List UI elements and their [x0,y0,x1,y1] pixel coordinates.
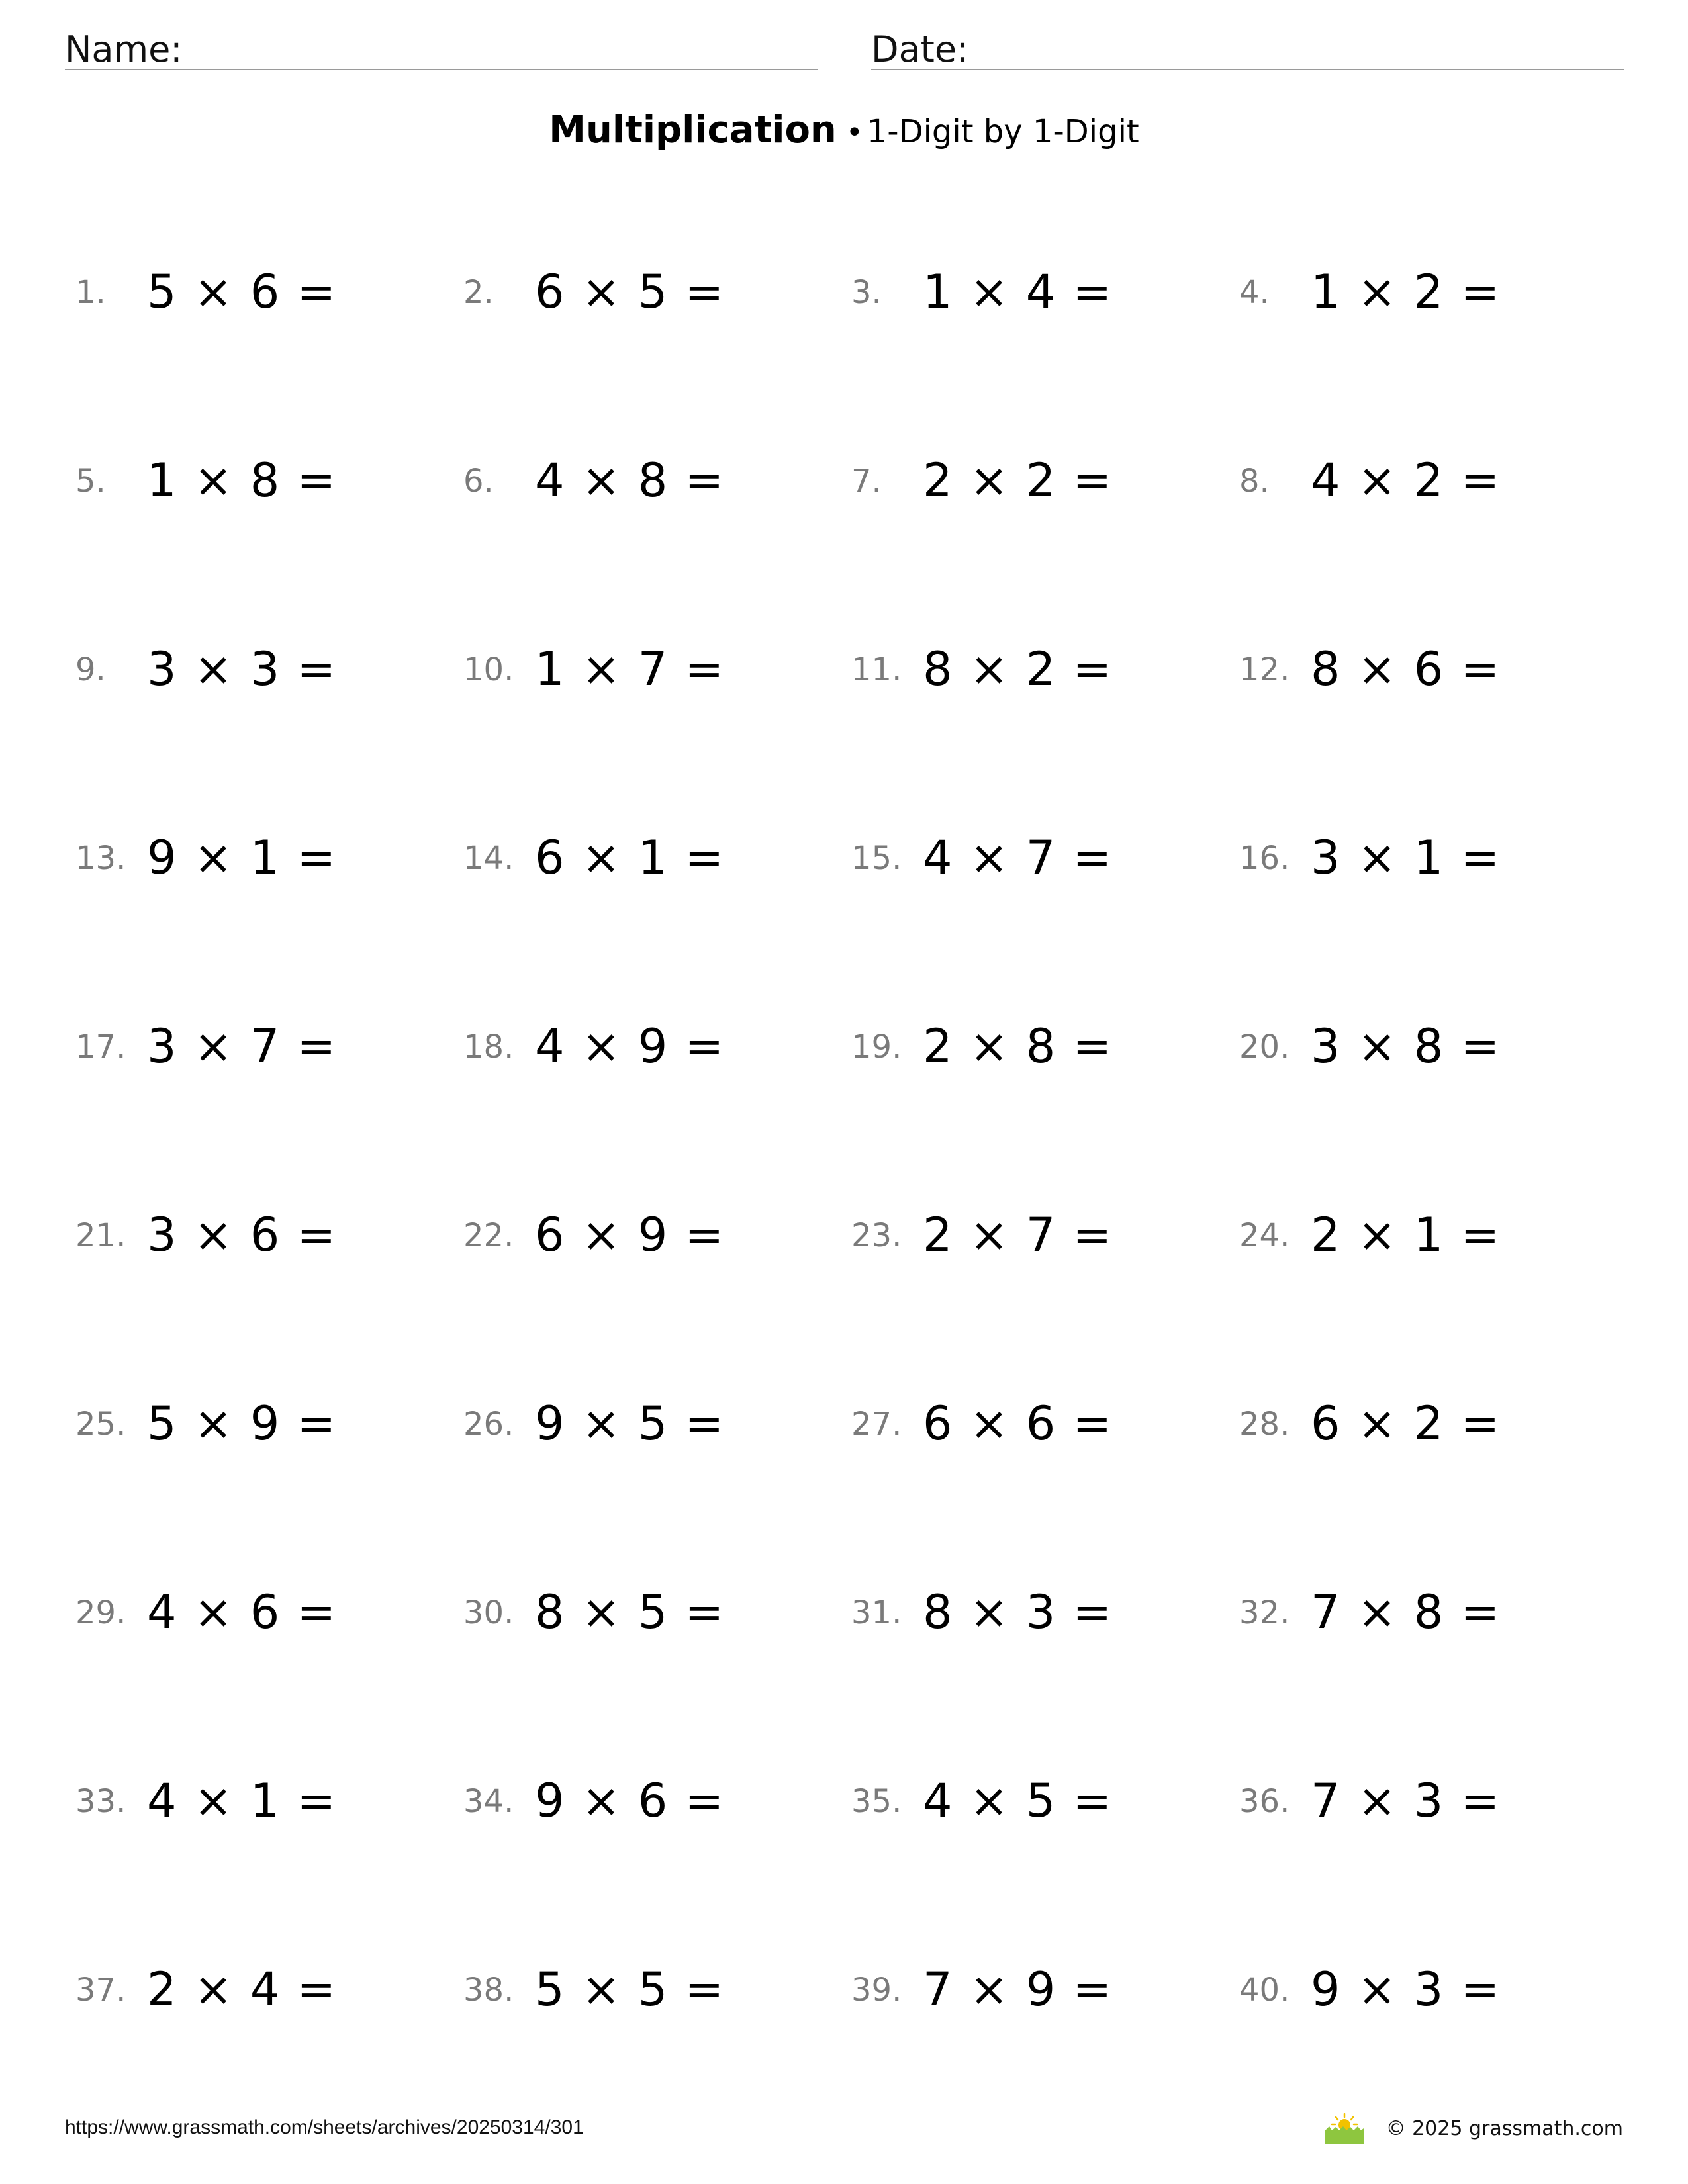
problem-number: 6. [463,463,494,500]
problem-expression: 3 × 7 = [147,1019,338,1073]
problem-number: 40. [1239,1972,1290,2009]
worksheet-title [0,107,1688,156]
footer-copyright: © 2025 grassmath.com [1385,2116,1623,2140]
problem-expression: 3 × 8 = [1311,1019,1501,1073]
problem-expression: 8 × 2 = [923,642,1113,696]
problem-number: 35. [851,1783,902,1820]
problem-expression: 2 × 1 = [1311,1208,1501,1262]
problem-number: 20. [1239,1028,1290,1066]
problem-expression: 4 × 6 = [147,1585,338,1639]
problem-number: 16. [1239,840,1290,877]
problem-expression: 4 × 2 = [1311,453,1501,508]
problem-number: 26. [463,1406,514,1443]
problem-number: 32. [1239,1594,1290,1631]
problem-number: 15. [851,840,902,877]
problem-expression: 6 × 2 = [1311,1396,1501,1451]
problem-expression: 6 × 6 = [923,1396,1113,1451]
problem-expression: 3 × 6 = [147,1208,338,1262]
problem-expression: 9 × 3 = [1311,1962,1501,2017]
footer-right [1323,2109,1623,2148]
problem-expression: 6 × 9 = [535,1208,726,1262]
problem-expression: 6 × 5 = [535,265,726,319]
problem-number: 12. [1239,651,1290,688]
problem-number: 18. [463,1028,514,1066]
problem-expression: 8 × 6 = [1311,642,1501,696]
problem-expression: 4 × 5 = [923,1774,1113,1828]
problem-number: 22. [463,1217,514,1254]
problem-expression: 4 × 1 = [147,1774,338,1828]
problem-expression: 9 × 1 = [147,831,338,885]
problem-number: 24. [1239,1217,1290,1254]
problem-number: 33. [75,1783,126,1820]
problem-number: 37. [75,1972,126,2009]
problem-expression: 2 × 4 = [147,1962,338,2017]
problem-expression: 5 × 9 = [147,1396,338,1451]
problem-expression: 9 × 5 = [535,1396,726,1451]
problem-number: 10. [463,651,514,688]
problem-expression: 4 × 8 = [535,453,726,508]
problem-number: 25. [75,1406,126,1443]
problem-expression: 5 × 5 = [535,1962,726,2017]
problem-number: 36. [1239,1783,1290,1820]
problem-expression: 4 × 7 = [923,831,1113,885]
footer-url: https://www.grassmath.com/sheets/archives/20250314/301 [65,2116,584,2138]
date-field[interactable] [871,26,1624,70]
name-label: Name: [65,28,183,70]
date-label: Date: [871,28,969,70]
problem-number: 9. [75,651,106,688]
problem-number: 30. [463,1594,514,1631]
problem-expression: 2 × 2 = [923,453,1113,508]
grass-sun-logo-icon [1323,2112,1366,2145]
problem-number: 29. [75,1594,126,1631]
problem-number: 5. [75,463,106,500]
problem-number: 21. [75,1217,126,1254]
problem-expression: 9 × 6 = [535,1774,726,1828]
problem-expression: 1 × 4 = [923,265,1113,319]
problem-number: 14. [463,840,514,877]
problem-expression: 3 × 1 = [1311,831,1501,885]
title-main: Multiplication [549,109,837,152]
problem-number: 13. [75,840,126,877]
problem-number: 8. [1239,463,1270,500]
problem-expression: 1 × 2 = [1311,265,1501,319]
problem-number: 11. [851,651,902,688]
problem-expression: 2 × 8 = [923,1019,1113,1073]
problem-expression: 7 × 8 = [1311,1585,1501,1639]
problem-expression: 5 × 6 = [147,265,338,319]
problem-expression: 4 × 9 = [535,1019,726,1073]
title-separator: • [845,116,863,150]
problem-number: 4. [1239,274,1270,311]
problem-expression: 2 × 7 = [923,1208,1113,1262]
problem-number: 39. [851,1972,902,2009]
problem-number: 2. [463,274,494,311]
problem-expression: 3 × 3 = [147,642,338,696]
problem-number: 38. [463,1972,514,2009]
problem-expression: 6 × 1 = [535,831,726,885]
title-subtitle: 1-Digit by 1-Digit [867,113,1139,150]
problem-number: 34. [463,1783,514,1820]
problem-expression: 1 × 8 = [147,453,338,508]
name-field[interactable] [65,26,818,70]
problem-number: 23. [851,1217,902,1254]
problem-number: 7. [851,463,882,500]
problem-number: 1. [75,274,106,311]
problem-number: 17. [75,1028,126,1066]
problem-expression: 7 × 3 = [1311,1774,1501,1828]
problem-number: 3. [851,274,882,311]
problem-number: 27. [851,1406,902,1443]
problem-number: 28. [1239,1406,1290,1443]
problem-expression: 1 × 7 = [535,642,726,696]
problem-expression: 8 × 5 = [535,1585,726,1639]
problem-number: 19. [851,1028,902,1066]
problem-expression: 8 × 3 = [923,1585,1113,1639]
problem-expression: 7 × 9 = [923,1962,1113,2017]
problem-number: 31. [851,1594,902,1631]
